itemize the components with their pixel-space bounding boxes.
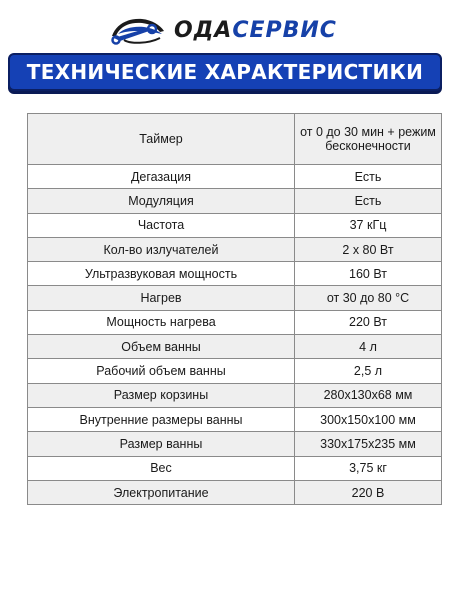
spec-label: Размер корзины xyxy=(28,383,295,407)
table-row xyxy=(28,189,442,213)
spec-value: 37 кГц xyxy=(295,213,442,237)
spec-label: Нагрев xyxy=(28,286,295,310)
spec-label: Частота xyxy=(28,213,295,237)
table-row xyxy=(28,383,442,407)
spec-table xyxy=(27,113,442,505)
brand-name-part1: ОДА xyxy=(174,18,233,43)
spec-value: от 0 до 30 мин + режим бесконечности xyxy=(295,114,442,165)
brand-name xyxy=(174,20,337,42)
spec-value: от 30 до 80 °C xyxy=(295,286,442,310)
spec-value: Есть xyxy=(295,189,442,213)
table-row xyxy=(28,456,442,480)
spec-label: Вес xyxy=(28,456,295,480)
spec-label: Размер ванны xyxy=(28,432,295,456)
spec-label: Ультразвуковая мощность xyxy=(28,262,295,286)
spec-value: 2,5 л xyxy=(295,359,442,383)
spec-value: 280x130x68 мм xyxy=(295,383,442,407)
spec-label: Объем ванны xyxy=(28,335,295,359)
table-row xyxy=(28,432,442,456)
table-row xyxy=(28,286,442,310)
brand-logo xyxy=(108,14,337,48)
table-row xyxy=(28,114,442,165)
spec-label: Модуляция xyxy=(28,189,295,213)
spec-value: 160 Вт xyxy=(295,262,442,286)
spec-value: Есть xyxy=(295,165,442,189)
spec-label: Таймер xyxy=(28,114,295,165)
spec-label: Кол-во излучателей xyxy=(28,237,295,261)
spec-label: Рабочий объем ванны xyxy=(28,359,295,383)
spec-label: Мощность нагрева xyxy=(28,310,295,334)
table-row xyxy=(28,310,442,334)
table-row xyxy=(28,335,442,359)
table-row xyxy=(28,407,442,431)
spec-value: 3,75 кг xyxy=(295,456,442,480)
section-banner xyxy=(8,53,442,91)
spec-value: 4 л xyxy=(295,335,442,359)
spec-value: 330x175x235 мм xyxy=(295,432,442,456)
page-title: ТЕХНИЧЕСКИЕ ХАРАКТЕРИСТИКИ xyxy=(26,60,424,84)
spec-label: Дегазация xyxy=(28,165,295,189)
table-row xyxy=(28,262,442,286)
spec-value: 300x150x100 мм xyxy=(295,407,442,431)
spec-value: 220 Вт xyxy=(295,310,442,334)
table-row xyxy=(28,213,442,237)
table-row xyxy=(28,480,442,504)
spec-label: Внутренние размеры ванны xyxy=(28,407,295,431)
table-row xyxy=(28,237,442,261)
brand-name-part2: СЕРВИС xyxy=(232,18,337,43)
spec-label: Электропитание xyxy=(28,480,295,504)
table-row xyxy=(28,165,442,189)
car-wrench-logo-icon xyxy=(108,14,168,48)
spec-value: 220 В xyxy=(295,480,442,504)
table-row xyxy=(28,359,442,383)
spec-value: 2 х 80 Вт xyxy=(295,237,442,261)
